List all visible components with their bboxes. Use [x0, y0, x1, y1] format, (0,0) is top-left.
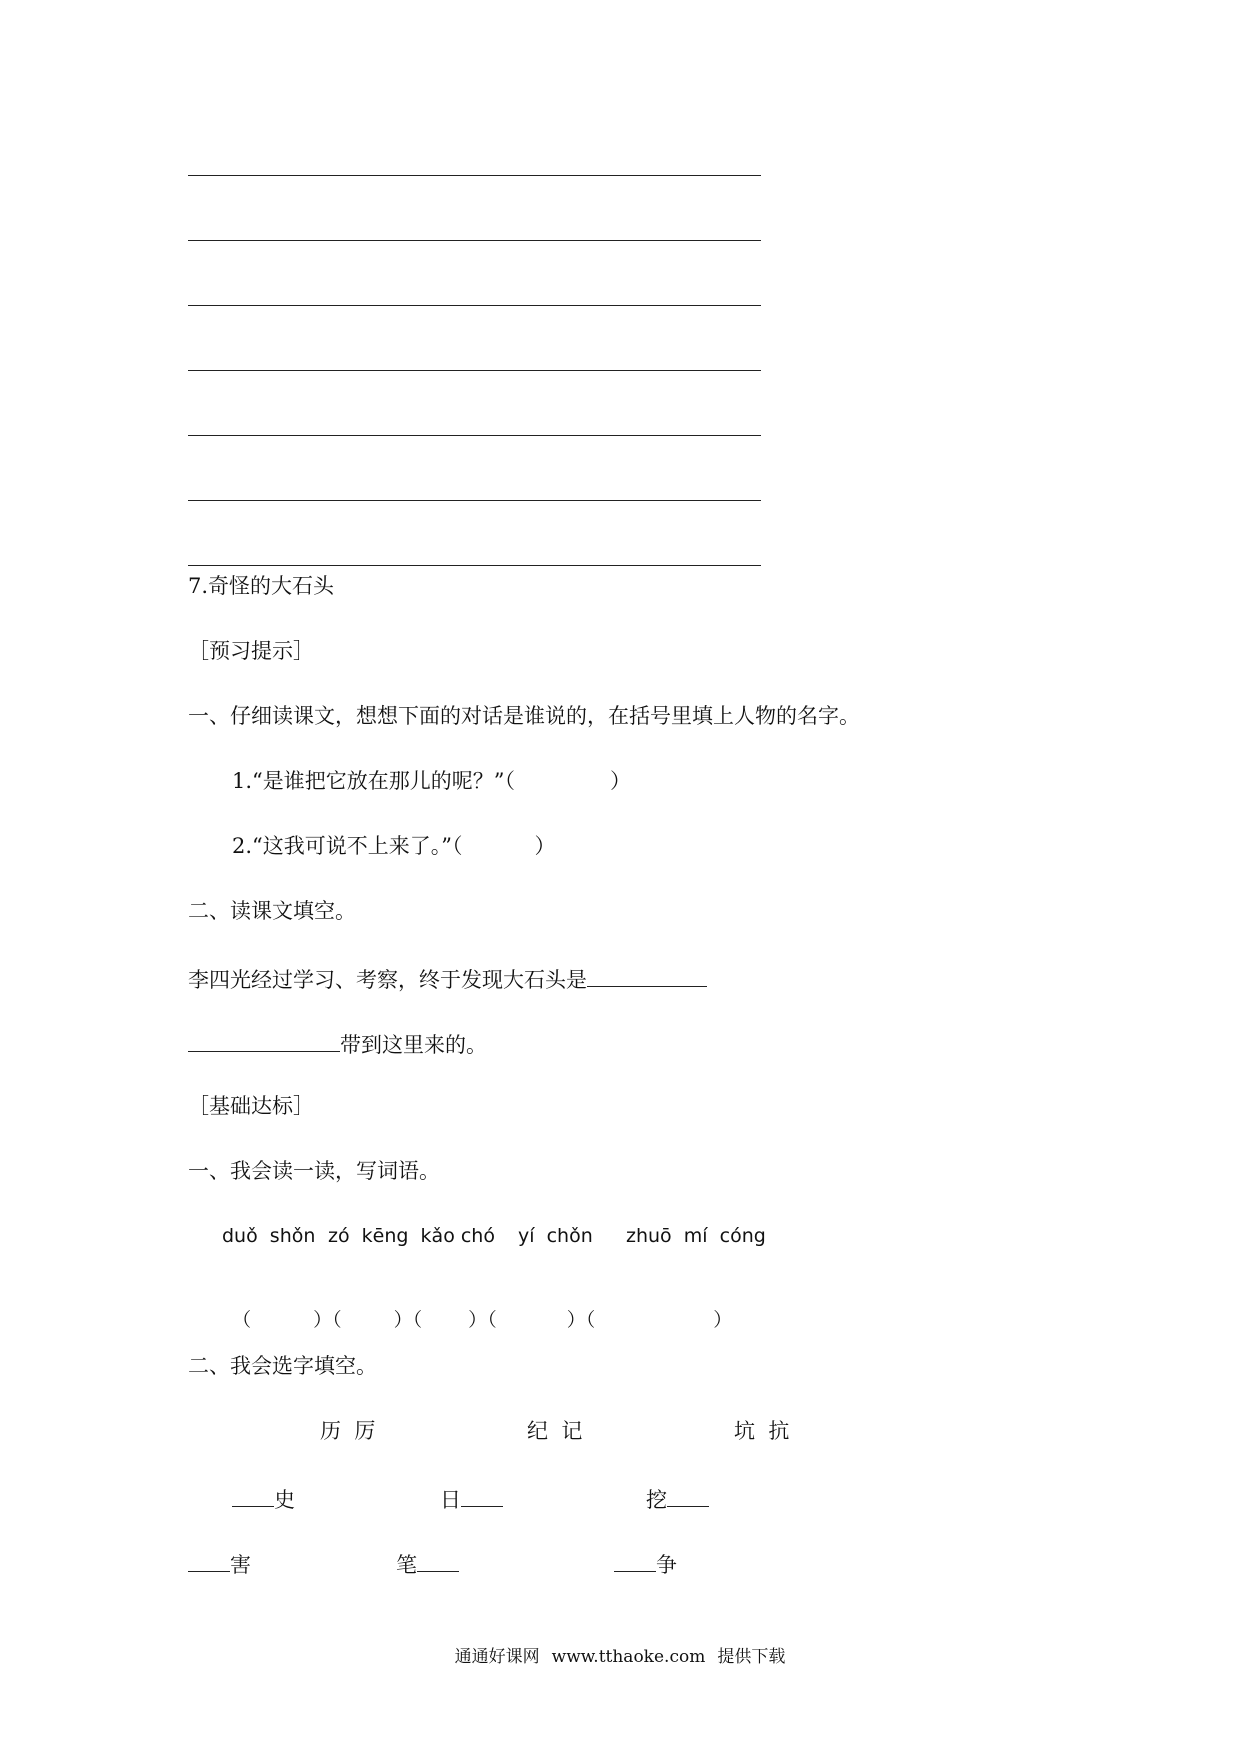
answer-line-1 [188, 175, 761, 176]
answer-line-4 [188, 370, 761, 371]
blank-item-riji: 日 [440, 1486, 503, 1511]
blank-item-lihai: 害 [188, 1551, 251, 1576]
footer-site-name: 通通好课网 [454, 1647, 540, 1667]
answer-line-5 [188, 435, 761, 436]
fill-blank-1[interactable] [587, 966, 707, 987]
pinyin-2: zó kēng kǎo chó [328, 1225, 495, 1247]
choice-group-1: 历 厉 [320, 1419, 376, 1443]
pinyin-3: yí chǒn [518, 1225, 593, 1247]
answer-line-6 [188, 500, 761, 501]
pinyin-4: zhuō mí cóng [626, 1225, 766, 1247]
choice-group-3: 坑 抗 [734, 1419, 790, 1443]
fill-sentence-1: 李四光经过学习、考察，终于发现大石头是 [188, 966, 707, 991]
q2-title: 二、读课文填空。 [188, 899, 356, 923]
section-basic: ［基础达标］ [188, 1094, 314, 1118]
q1-item-1: 1.“是谁把它放在那儿的呢？”（ ） [232, 769, 632, 793]
answer-line-2 [188, 240, 761, 241]
blank-item-biji: 笔 [396, 1551, 459, 1576]
b1-title: 一、我会读一读，写词语。 [188, 1159, 440, 1183]
paren-row: （ ）（ ）（ ）（ ）（ ） [232, 1309, 733, 1331]
blank-item-lishi: 史 [232, 1486, 295, 1511]
choice-group-2: 纪 记 [527, 1419, 583, 1443]
footer-url[interactable]: www.tthaoke.com [551, 1647, 706, 1667]
page-footer [0, 1642, 1240, 1667]
answer-line-3 [188, 305, 761, 306]
footer-suffix: 提供下载 [717, 1647, 786, 1667]
blank-item-wakeng: 挖 [646, 1486, 709, 1511]
q1-item-2: 2.“这我可说不上来了。”（ ） [232, 834, 556, 858]
section-preview: ［预习提示］ [188, 639, 314, 663]
blank-item-kangzheng: 争 [614, 1551, 677, 1576]
answer-line-7 [188, 565, 761, 566]
b2-title: 二、我会选字填空。 [188, 1354, 377, 1378]
fill-sentence-2: 带到这里来的。 [188, 1031, 487, 1056]
lesson-title: 7.奇怪的大石头 [188, 574, 335, 598]
q1-title: 一、仔细读课文，想想下面的对话是谁说的，在括号里填上人物的名字。 [188, 704, 860, 728]
fill-blank-2[interactable] [188, 1031, 340, 1052]
pinyin-1: duǒ shǒn [222, 1225, 316, 1247]
